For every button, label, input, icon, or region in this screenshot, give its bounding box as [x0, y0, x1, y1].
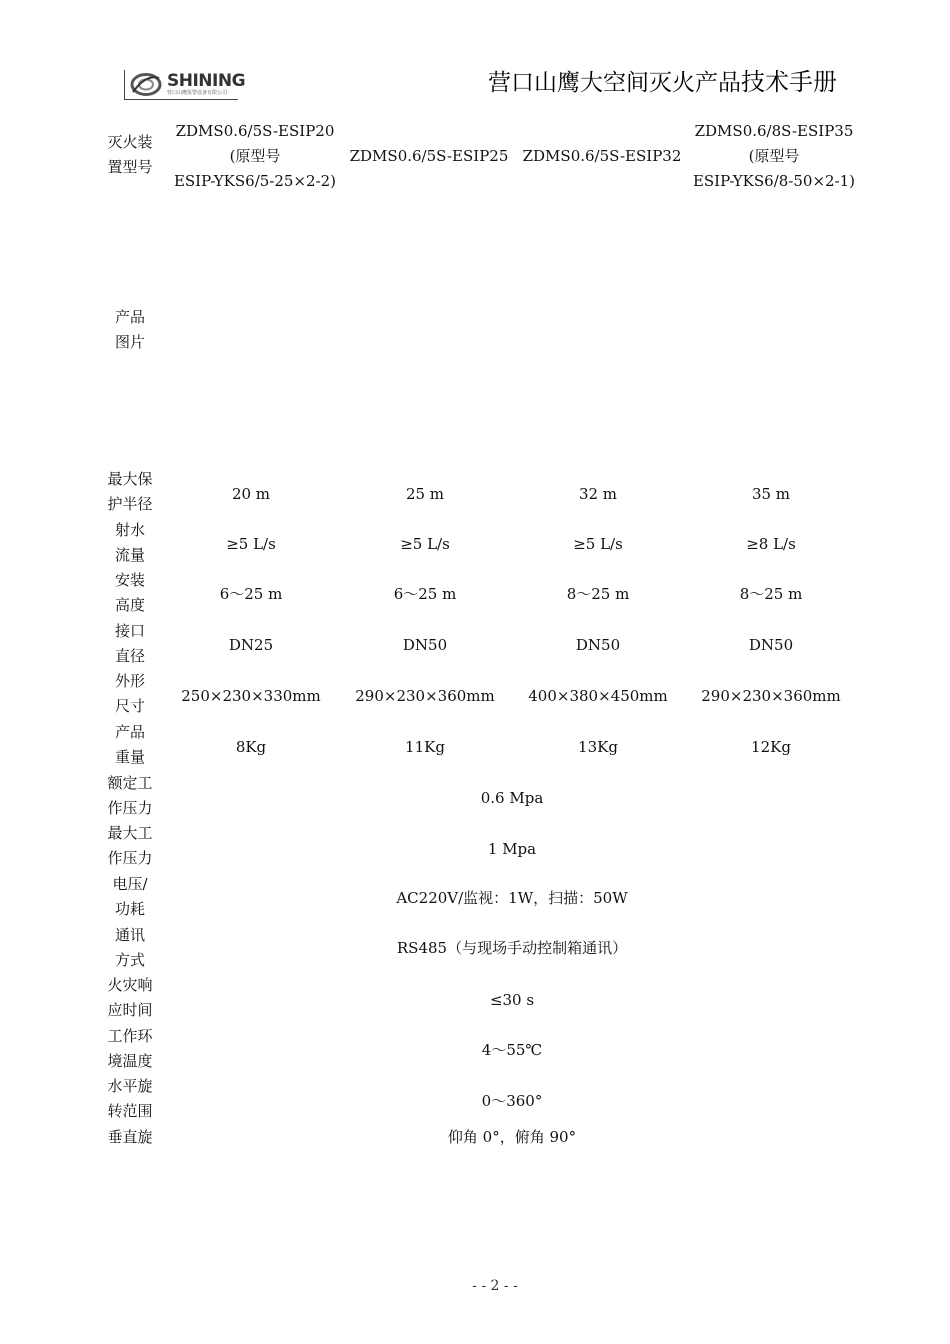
row-label: 水平旋 转范围 [107, 1077, 153, 1120]
spec-cell: 12Kg [751, 738, 791, 756]
model-header-4: ZDMS0.6/8S-ESIP35 (原型号 ESIP-YKS6/8-50×2-1) [692, 122, 856, 190]
spec-cell: ≥5 L/s [226, 535, 276, 553]
spec-value: 0～360° [481, 1092, 543, 1110]
spec-cell: ≥5 L/s [400, 535, 450, 553]
spec-cell: DN50 [402, 636, 448, 654]
spec-cell: 250×230×330mm [181, 687, 321, 705]
document-title-part1: 营口山鹰大空间灭火产品 [488, 70, 741, 96]
row-label: 安装 高度 [114, 571, 145, 614]
spec-cell: 6～25 m [219, 585, 283, 603]
row-label: 额定工 作压力 [107, 774, 153, 817]
row-label: 火灾响 应时间 [107, 976, 153, 1019]
logo-text: SHINING [167, 71, 246, 91]
spec-value: RS485（与现场手动控制箱通讯） [396, 939, 628, 957]
row-label: 最大保 护半径 [107, 470, 153, 513]
spec-value: 1 Mpa [487, 840, 537, 858]
spec-cell: 290×230×360mm [701, 687, 841, 705]
spec-value: 4～55℃ [481, 1041, 543, 1059]
spec-cell: DN25 [228, 636, 274, 654]
page-number: - - 2 - - [472, 1278, 518, 1294]
spec-cell: 8～25 m [566, 585, 630, 603]
spec-cell: 20 m [231, 485, 271, 503]
spec-cell: DN50 [748, 636, 794, 654]
row-label: 射水 流量 [114, 521, 145, 564]
logo-swirl-icon [129, 72, 163, 97]
model-header-3: ZDMS0.6/5S-ESIP32 [522, 147, 682, 165]
company-logo [124, 70, 246, 100]
spec-cell: 8～25 m [739, 585, 803, 603]
spec-cell: 6～25 m [393, 585, 457, 603]
spec-cell: 290×230×360mm [355, 687, 495, 705]
spec-cell: 400×380×450mm [528, 687, 668, 705]
row-label: 产品 重量 [114, 723, 145, 766]
spec-cell: 11Kg [405, 738, 445, 756]
model-header-2: ZDMS0.6/5S-ESIP25 [349, 147, 509, 165]
product-photo-area [170, 205, 854, 455]
row-label: 外形 尺寸 [114, 672, 145, 715]
row-label: 垂直旋 [107, 1128, 153, 1146]
row-label: 通讯 方式 [114, 926, 145, 969]
spec-cell: ≥5 L/s [573, 535, 623, 553]
spec-cell: 13Kg [578, 738, 618, 756]
row-label-model: 灭火装 置型号 [107, 133, 153, 176]
spec-value: AC220V/监视：1W，扫描：50W [396, 889, 628, 907]
logo-subtext: 营口山鹰报警设备有限公司 [167, 90, 228, 96]
spec-cell: ≥8 L/s [746, 535, 796, 553]
spec-value: 仰角 0°，俯角 90° [447, 1128, 577, 1146]
document-title-part2: 技术手册 [741, 68, 837, 96]
spec-cell: 25 m [405, 485, 445, 503]
row-label-photo: 产品 图片 [114, 308, 145, 351]
spec-cell: DN50 [575, 636, 621, 654]
spec-cell: 8Kg [235, 738, 267, 756]
model-header-1: ZDMS0.6/5S-ESIP20 (原型号 ESIP-YKS6/5-25×2-2) [173, 122, 337, 190]
spec-value: ≤30 s [489, 991, 535, 1009]
row-label: 工作环 境温度 [107, 1027, 153, 1070]
row-label: 最大工 作压力 [107, 824, 153, 867]
spec-value: 0.6 Mpa [480, 789, 544, 807]
spec-cell: 35 m [751, 485, 791, 503]
document-title [488, 62, 837, 97]
row-label: 电压/ 功耗 [112, 875, 148, 918]
row-label: 接口 直径 [114, 622, 145, 665]
spec-cell: 32 m [578, 485, 618, 503]
